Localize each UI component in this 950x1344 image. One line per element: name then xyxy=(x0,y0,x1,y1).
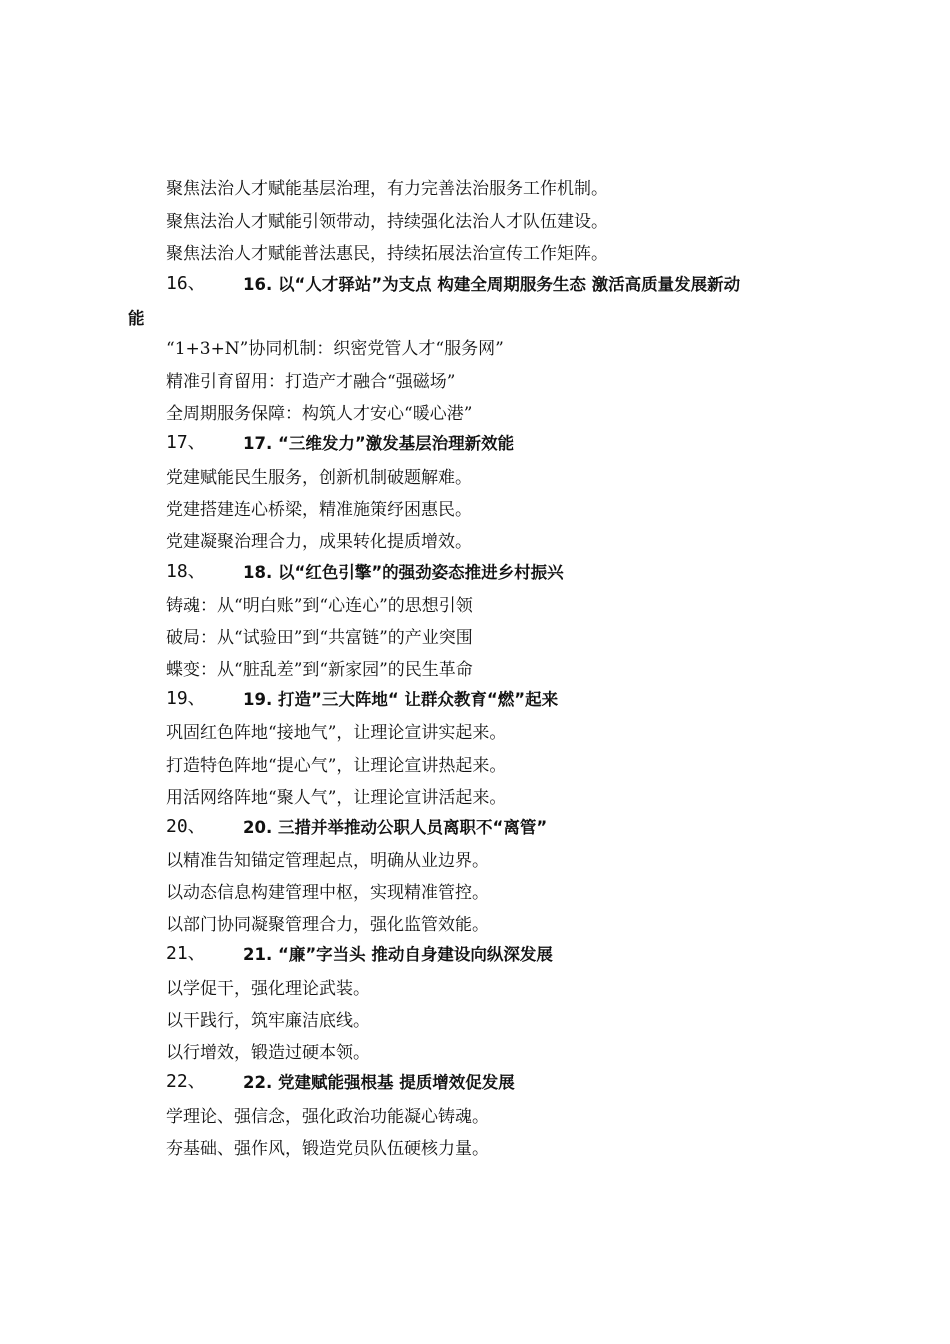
body-line: 巩固红色阵地“接地气”，让理论宣讲实起来。 xyxy=(166,723,507,743)
body-line: 铸魂：从“明白账”到“心连心”的思想引领 xyxy=(166,596,473,616)
section-title: 18. 以“红色引擎”的强劲姿态推进乡村振兴 xyxy=(243,563,564,582)
body-line: 聚焦法治人才赋能引领带动，持续强化法治人才队伍建设。 xyxy=(166,212,608,232)
section-number: 22、 xyxy=(166,1071,206,1092)
body-line: 聚焦法治人才赋能基层治理，有力完善法治服务工作机制。 xyxy=(166,179,608,199)
section-title: 21. “廉”字当头 推动自身建设向纵深发展 xyxy=(243,945,553,964)
section-title: 22. 党建赋能强根基 提质增效促发展 xyxy=(243,1073,515,1092)
section-title-continuation: 能 xyxy=(128,309,145,328)
section-number: 20、 xyxy=(166,816,206,837)
body-line: 以行增效，锻造过硬本领。 xyxy=(166,1043,370,1063)
body-line: 党建搭建连心桥梁，精准施策纾困惠民。 xyxy=(166,500,472,520)
body-line: 全周期服务保障：构筑人才安心“暖心港” xyxy=(166,404,473,424)
body-line: 破局：从“试验田”到“共富链”的产业突围 xyxy=(166,628,473,648)
body-line: 打造特色阵地“提心气”，让理论宣讲热起来。 xyxy=(166,756,507,776)
section-title: 17. “三维发力”激发基层治理新效能 xyxy=(243,434,515,453)
section-title: 19. 打造”三大阵地“ 让群众教育“燃”起来 xyxy=(243,690,559,709)
body-line: 党建凝聚治理合力，成果转化提质增效。 xyxy=(166,532,472,552)
section-number: 17、 xyxy=(166,432,206,453)
body-line: 以精准告知锚定管理起点，明确从业边界。 xyxy=(166,851,489,871)
body-line: 聚焦法治人才赋能普法惠民，持续拓展法治宣传工作矩阵。 xyxy=(166,244,608,264)
section-number: 18、 xyxy=(166,561,206,582)
body-line: 学理论、强信念，强化政治功能凝心铸魂。 xyxy=(166,1107,489,1127)
section-title: 20. 三措并举推动公职人员离职不“离管” xyxy=(243,818,548,837)
section-number: 19、 xyxy=(166,688,206,709)
body-line: 夯基础、强作风，锻造党员队伍硬核力量。 xyxy=(166,1139,489,1159)
body-line: 党建赋能民生服务，创新机制破题解难。 xyxy=(166,468,472,488)
section-number: 21、 xyxy=(166,943,206,964)
section-number: 16、 xyxy=(166,273,206,294)
section-title: 16. 以“人才驿站”为支点 构建全周期服务生态 激活高质量发展新动 xyxy=(243,275,741,294)
body-line: 蝶变：从“脏乱差”到“新家园”的民生革命 xyxy=(166,660,473,680)
body-line: 以部门协同凝聚管理合力，强化监管效能。 xyxy=(166,915,489,935)
body-line: “1+3+N”协同机制：织密党管人才“服务网” xyxy=(166,339,504,359)
body-line: 以学促干，强化理论武装。 xyxy=(166,979,370,999)
body-line: 以干践行，筑牢廉洁底线。 xyxy=(166,1011,370,1031)
body-line: 精准引育留用：打造产才融合“强磁场” xyxy=(166,372,456,392)
body-line: 以动态信息构建管理中枢，实现精准管控。 xyxy=(166,883,489,903)
body-line: 用活网络阵地“聚人气”，让理论宣讲活起来。 xyxy=(166,788,507,808)
